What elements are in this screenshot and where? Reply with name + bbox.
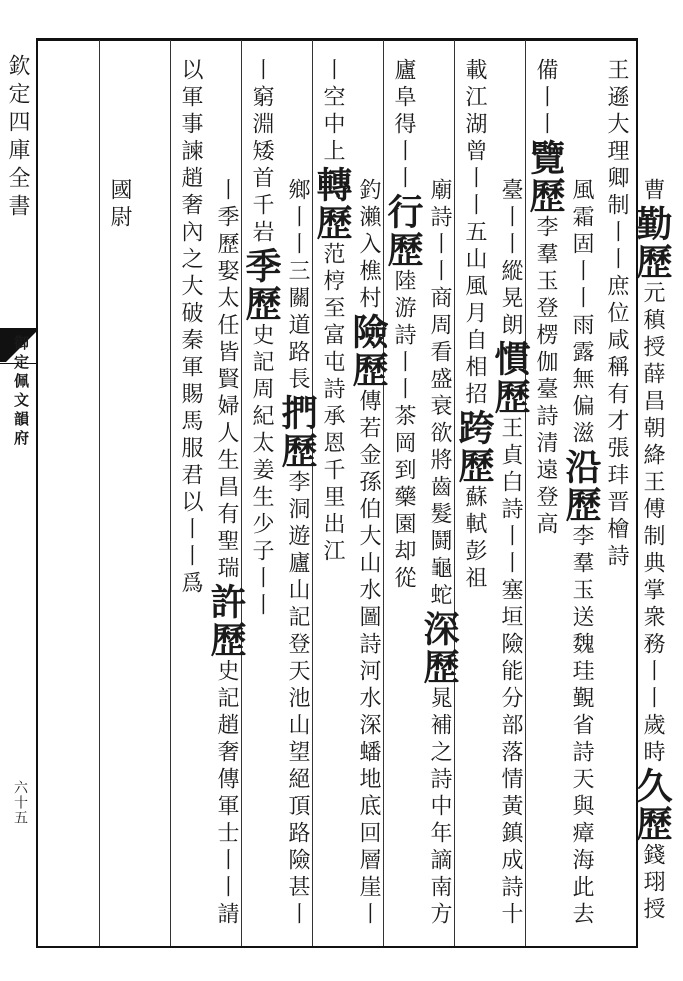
text-column-8 <box>65 58 173 938</box>
entry-heading: 深歷 <box>418 610 460 686</box>
segment: 傳若金孫伯大山水圖詩河水深蟠地底回層崖丨丨空中上 <box>320 58 381 929</box>
top-border <box>36 38 636 41</box>
segment: 錢珝授王遜大理卿制丨丨庶位咸稱有才張玤晋檜詩 <box>604 58 665 924</box>
segment: 元稹授薛昌朝絳王傅制典掌衆務丨丨歲時 <box>640 281 665 767</box>
segment: 李洞遊廬山記登天池山望絕頂路險甚丨丨窮淵矮首千岩 <box>249 58 310 929</box>
segment: 王貞白詩丨丨塞垣險能分部落情黃鎮成詩十載江湖曾丨丨五山風月自相招 <box>462 58 523 929</box>
segment: 鄉丨丨三關道路長 <box>285 178 310 394</box>
entry-heading: 慣歷 <box>489 340 531 416</box>
entry-heading: 捫歷 <box>276 394 318 470</box>
segment: 國尉 <box>107 178 132 232</box>
entry-heading: 沿歷 <box>560 448 602 524</box>
segment: 史記趙奢傳軍士丨丨請以軍事諫趙奢內之大破秦軍賜馬服君以丨丨爲 <box>178 58 239 929</box>
left-border <box>36 38 38 948</box>
segment: 丨季歷娶太任皆賢婦人生昌有聖瑞 <box>214 178 239 583</box>
entry-heading: 勤歷 <box>631 205 673 281</box>
segment: 臺丨丨縱晃朗 <box>498 178 523 340</box>
segment: 風霜固丨丨雨露無偏滋 <box>569 178 594 448</box>
folio-number: 六十五 <box>12 780 28 825</box>
entry-heading: 久歷 <box>631 767 673 843</box>
book-title: 欽定四庫全書 <box>5 54 30 222</box>
segment: 李羣玉登楞伽臺詩清遠登高 <box>533 215 558 539</box>
segment: 李羣玉送魏珪覲省詩天與瘴海此去備丨丨 <box>533 58 594 929</box>
entry-heading: 覽歷 <box>524 139 566 215</box>
segment: 廟詩丨丨商周看盛衰欲將齒髮鬪龜蛇 <box>427 178 452 610</box>
entry-heading: 季歷 <box>240 247 282 323</box>
segment: 陸游詩丨丨茶岡到藥園却從 <box>391 269 416 593</box>
segment: 釣瀨入樵村 <box>356 178 381 313</box>
segment: 范梈至富屯詩承恩千里出江 <box>320 242 345 566</box>
segment: 晁補之詩中年謫南方廬阜得丨丨 <box>391 58 452 929</box>
segment: 蘇軾彭祖 <box>462 485 487 593</box>
entry-heading: 行歷 <box>382 193 424 269</box>
section-title: 御定佩文韻府 <box>12 335 30 449</box>
bottom-border <box>36 946 638 948</box>
segment: 史記周紀太姜生少子丨丨 <box>249 323 274 620</box>
entry-heading: 許歷 <box>205 583 247 659</box>
entry-heading: 險歷 <box>347 313 389 389</box>
margin-column <box>0 40 36 940</box>
entry-heading: 跨歷 <box>453 409 495 485</box>
segment: 曹 <box>640 178 665 205</box>
entry-heading: 轉歷 <box>311 166 353 242</box>
